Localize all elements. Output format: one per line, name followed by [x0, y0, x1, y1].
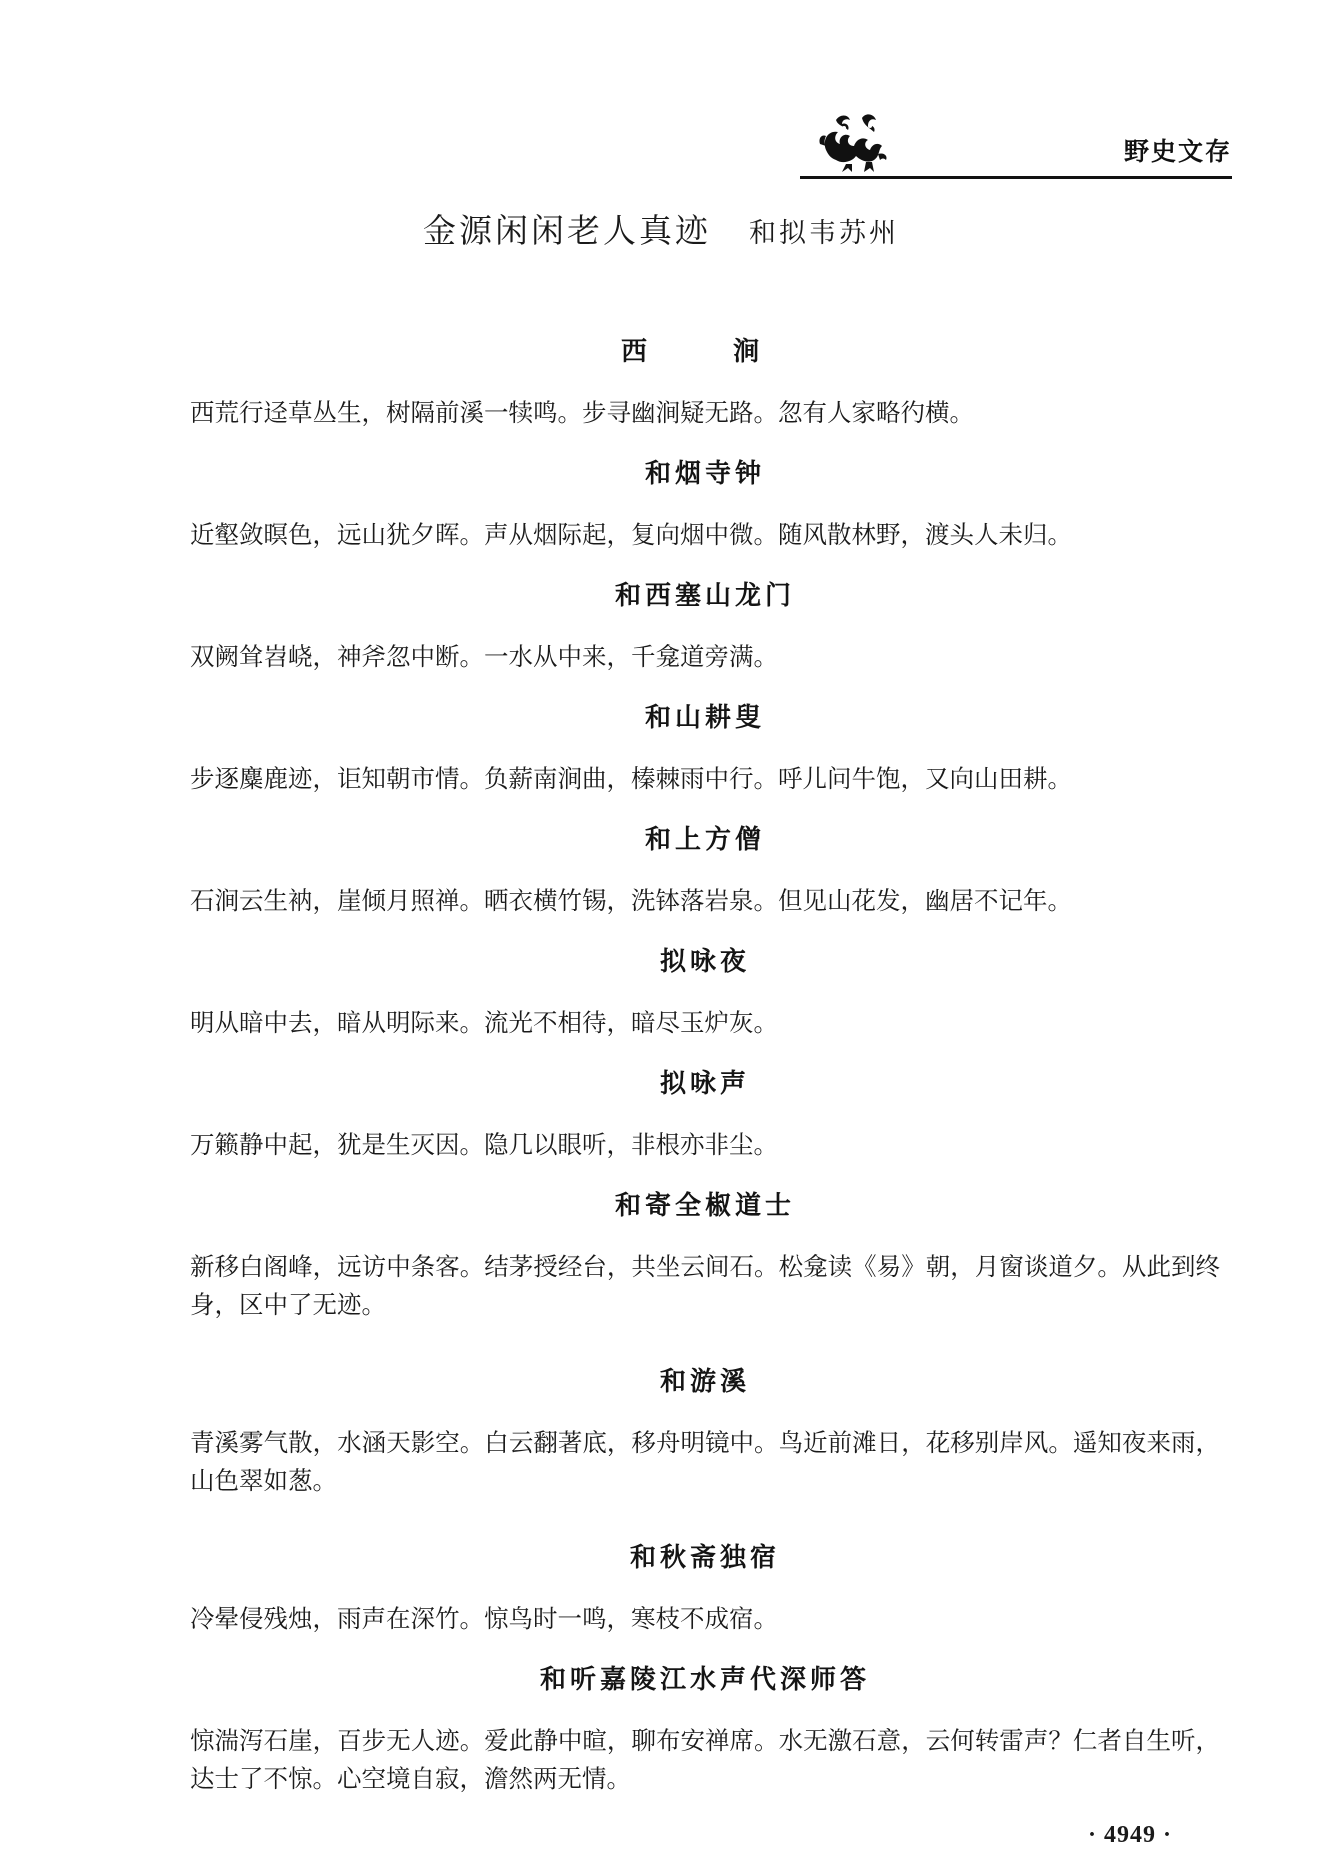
poem-text: 西荒行迳草丛生，树隔前溪一犊鸣。步寻幽涧疑无路。忽有人家略彴横。: [190, 398, 974, 427]
poem-title: 和山耕叟: [644, 703, 765, 733]
poem-title: 和秋斋独宿: [629, 1543, 780, 1573]
poem-text: 冷晕侵残烛，雨声在深竹。惊鸟时一鸣，寒枝不成宿。: [190, 1604, 778, 1633]
poem-title: 和听嘉陵江水声代深师答: [539, 1665, 870, 1695]
poem-text: 明从暗中去，暗从明际来。流光不相待，暗尽玉炉灰。: [190, 1008, 778, 1037]
page-number: · 4949 ·: [1087, 1822, 1172, 1848]
poem-title: 和上方僧: [644, 825, 765, 855]
poem-text: 惊湍泻石崖，百步无人迹。爱此静中暄，聊布安禅席。水无激石意，云何转雷声？仁者自生听，达士了不惊。心空境自寂，澹然两无情。: [190, 1726, 1220, 1793]
poem-text: 新移白阁峰，远访中条客。结茅授经台，共坐云间石。松龛读《易》朝，月窗谈道夕。从此到终身，区中了无迹。: [190, 1252, 1220, 1319]
running-header: [800, 110, 1232, 180]
poem-title: 和烟寺钟: [644, 459, 765, 489]
series-title: 野史文存: [1123, 137, 1232, 166]
subtitle: 和拟韦苏州: [749, 218, 899, 249]
poem-title: 和寄全椒道士: [614, 1191, 795, 1221]
dragon-icon: [816, 110, 890, 174]
header-rule: [800, 176, 1232, 179]
poem-title: 拟咏声: [659, 1069, 750, 1099]
main-title: 金源闲闲老人真迹: [423, 211, 711, 250]
poem-title: 西 涧: [620, 337, 789, 367]
poem-text: 万籁静中起，犹是生灭因。隐几以眼听，非根亦非尘。: [190, 1130, 778, 1159]
poem-text: 双阙耸岧峣，神斧忽中断。一水从中来，千龛道旁满。: [190, 642, 778, 671]
page-title: [0, 205, 1322, 252]
poem-text: 青溪雾气散，水涵天影空。白云翻著底，移舟明镜中。鸟近前滩日，花移别岸风。遥知夜来雨，山色翠如葱。: [190, 1428, 1220, 1495]
poem-title: 和西塞山龙门: [614, 581, 795, 611]
poem-text: 石涧云生衲，崖倾月照禅。晒衣横竹锡，洗钵落岩泉。但见山花发，幽居不记年。: [190, 886, 1072, 915]
poem-text: 近壑敛暝色，远山犹夕晖。声从烟际起，复向烟中微。随风散林野，渡头人未归。: [190, 520, 1072, 549]
poem-text: 步逐麋鹿迹，讵知朝市情。负薪南涧曲，榛棘雨中行。呼儿问牛饱，又向山田耕。: [190, 764, 1072, 793]
poem-title: 和游溪: [659, 1367, 750, 1397]
poem-list: [190, 332, 1220, 1820]
poem-title: 拟咏夜: [659, 947, 750, 977]
